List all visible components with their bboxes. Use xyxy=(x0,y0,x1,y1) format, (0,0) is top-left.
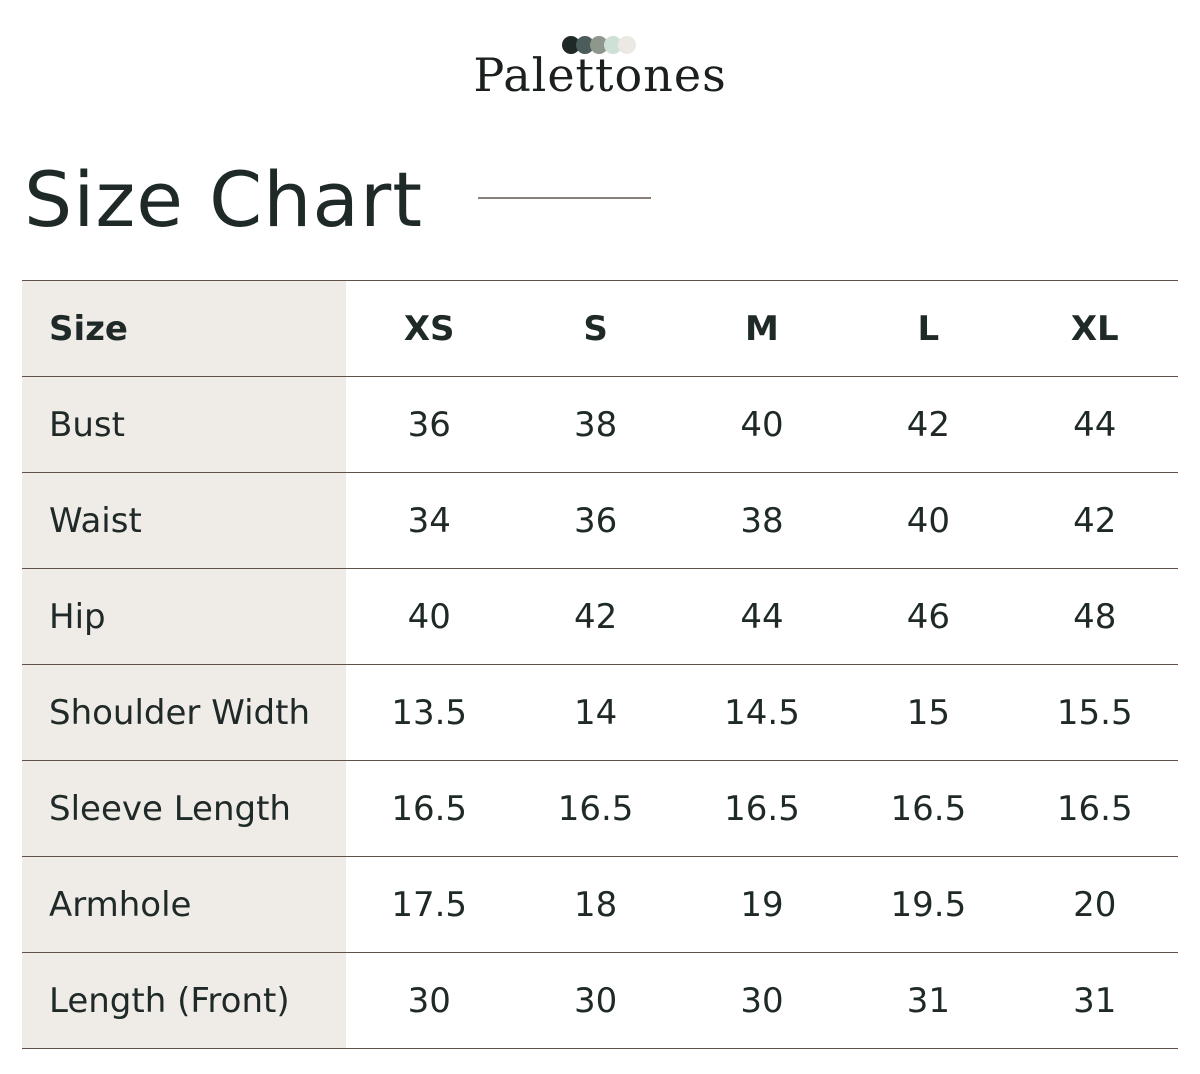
table-cell: 16.5 xyxy=(1012,761,1178,857)
table-cell: 19 xyxy=(679,857,845,953)
table-cell: 18 xyxy=(512,857,678,953)
table-row xyxy=(22,953,1178,1049)
row-label: Shoulder Width xyxy=(22,665,346,761)
table-cell: 16.5 xyxy=(512,761,678,857)
row-label: Hip xyxy=(22,569,346,665)
header-size-xs: XS xyxy=(346,281,512,377)
row-label: Waist xyxy=(22,473,346,569)
row-label: Length (Front) xyxy=(22,953,346,1049)
table-row xyxy=(22,473,1178,569)
table-row xyxy=(22,569,1178,665)
title-divider xyxy=(478,197,651,199)
table-cell: 31 xyxy=(845,953,1011,1049)
table-cell: 20 xyxy=(1012,857,1178,953)
table-cell: 31 xyxy=(1012,953,1178,1049)
table-cell: 36 xyxy=(512,473,678,569)
row-label: Armhole xyxy=(22,857,346,953)
table-cell: 19.5 xyxy=(845,857,1011,953)
page-title: Size Chart xyxy=(24,155,424,244)
header-size-l: L xyxy=(845,281,1011,377)
table-cell: 15.5 xyxy=(1012,665,1178,761)
row-label: Sleeve Length xyxy=(22,761,346,857)
table-cell: 42 xyxy=(1012,473,1178,569)
table-cell: 46 xyxy=(845,569,1011,665)
table-cell: 40 xyxy=(845,473,1011,569)
table-cell: 34 xyxy=(346,473,512,569)
header-size-label: Size xyxy=(22,281,346,377)
table-cell: 38 xyxy=(512,377,678,473)
table-cell: 40 xyxy=(679,377,845,473)
table-cell: 16.5 xyxy=(679,761,845,857)
table-cell: 44 xyxy=(679,569,845,665)
table-row xyxy=(22,857,1178,953)
header-size-m: M xyxy=(679,281,845,377)
table-cell: 14.5 xyxy=(679,665,845,761)
table-header-row xyxy=(22,281,1178,377)
table-cell: 36 xyxy=(346,377,512,473)
table-cell: 30 xyxy=(346,953,512,1049)
row-label: Bust xyxy=(22,377,346,473)
table-cell: 13.5 xyxy=(346,665,512,761)
table-row xyxy=(22,761,1178,857)
table-cell: 42 xyxy=(512,569,678,665)
table-cell: 48 xyxy=(1012,569,1178,665)
table-cell: 42 xyxy=(845,377,1011,473)
size-chart-table xyxy=(22,280,1178,1049)
brand-name: Palettones xyxy=(473,48,727,102)
table-cell: 14 xyxy=(512,665,678,761)
table-cell: 17.5 xyxy=(346,857,512,953)
table-row xyxy=(22,377,1178,473)
table-cell: 16.5 xyxy=(346,761,512,857)
table-cell: 38 xyxy=(679,473,845,569)
table-cell: 44 xyxy=(1012,377,1178,473)
header-size-s: S xyxy=(512,281,678,377)
table-cell: 16.5 xyxy=(845,761,1011,857)
table-cell: 40 xyxy=(346,569,512,665)
table-cell: 30 xyxy=(679,953,845,1049)
table-cell: 30 xyxy=(512,953,678,1049)
header-size-xl: XL xyxy=(1012,281,1178,377)
table-row xyxy=(22,665,1178,761)
table-cell: 15 xyxy=(845,665,1011,761)
